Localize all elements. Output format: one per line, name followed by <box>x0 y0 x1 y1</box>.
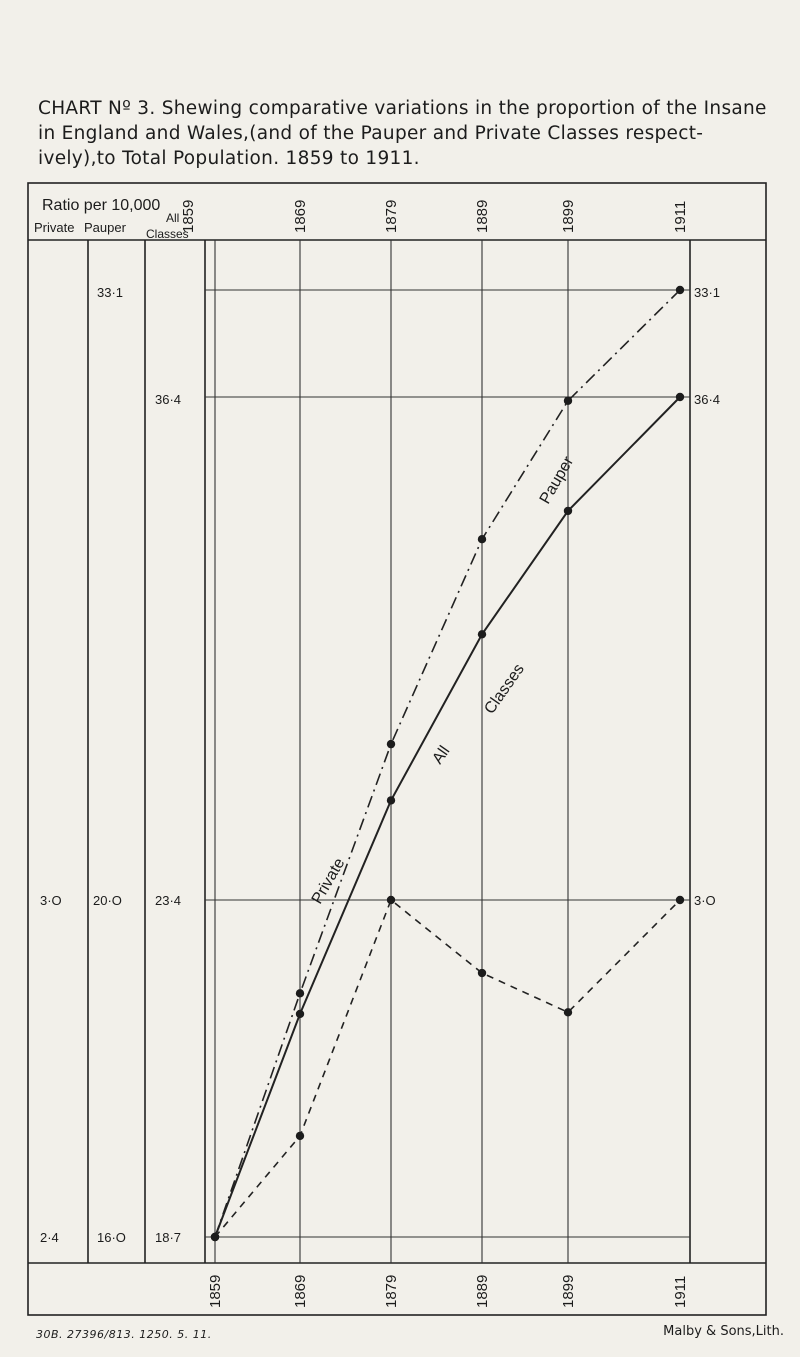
right-label-all: 36·4 <box>694 392 721 407</box>
year-label-bottom: 1879 <box>383 1274 400 1308</box>
data-point-all-classes <box>478 630 486 638</box>
year-label-top: 1911 <box>672 200 689 233</box>
year-label-top: 1889 <box>474 199 491 233</box>
private-tick-top: 3·O <box>40 893 62 908</box>
pauper-header-label: Pauper <box>84 220 126 235</box>
year-label-bottom: 1899 <box>560 1274 577 1308</box>
line-label-private: Private <box>308 855 349 907</box>
chart-frame <box>28 183 766 1315</box>
right-label-pauper: 33·1 <box>694 285 721 300</box>
pauper-tick-top: 33·1 <box>97 285 124 300</box>
data-point-all-classes <box>564 507 572 515</box>
tick-labels <box>40 285 720 1245</box>
private-tick-bottom: 2·4 <box>40 1230 59 1245</box>
line-label-pauper: Pauper <box>536 453 578 507</box>
right-label-private: 3·O <box>694 893 716 908</box>
year-label-top: 1879 <box>383 199 400 233</box>
data-point-all-classes <box>676 393 684 401</box>
year-label-bottom: 1869 <box>292 1274 309 1308</box>
line-labels <box>309 453 578 907</box>
all-classes-header-line1: All <box>166 211 180 225</box>
data-point-private <box>387 896 395 904</box>
line-label-all: All <box>429 742 454 768</box>
pauper-tick-mid: 20·O <box>93 893 122 908</box>
data-point-pauper <box>564 397 572 405</box>
ratio-label: Ratio per 10,000 <box>42 197 161 214</box>
data-point-pauper <box>676 286 684 294</box>
year-label-top: 1869 <box>292 199 309 233</box>
data-point-all-classes <box>387 796 395 804</box>
all-tick-top: 36·4 <box>155 392 182 407</box>
all-classes-header-line2: Classes <box>146 227 189 241</box>
data-point-all-classes <box>296 1010 304 1018</box>
printer-credit: Malby & Sons,Lith. <box>663 1324 784 1339</box>
chart-header <box>34 197 189 241</box>
data-point-pauper <box>296 989 304 997</box>
year-label-bottom: 1859 <box>207 1274 224 1308</box>
year-label-bottom: 1889 <box>474 1274 491 1308</box>
data-point-private <box>564 1008 572 1016</box>
series-layer <box>211 286 684 1241</box>
data-point-private <box>296 1132 304 1140</box>
pauper-tick-bottom: 16·O <box>97 1230 126 1245</box>
data-point-private <box>478 969 486 977</box>
series-line-pauper <box>215 290 680 1237</box>
year-label-bottom: 1911 <box>672 1275 689 1308</box>
series-line-private <box>215 900 680 1237</box>
print-code: 30B. 27396/813. 1250. 5. 11. <box>36 1328 212 1341</box>
private-header-label: Private <box>34 220 75 235</box>
year-label-top: 1859 <box>180 199 197 233</box>
all-tick-bottom: 18·7 <box>155 1230 182 1245</box>
line-label-classes: Classes <box>481 660 528 718</box>
year-label-top: 1899 <box>560 199 577 233</box>
data-point-private <box>676 896 684 904</box>
all-tick-mid: 23·4 <box>155 893 182 908</box>
chart-title: CHART Nº 3. Shewing comparative variations in the proportion of the Insane in England and Wales,(and of the Pauper and Private Classes respect- ively),to Total Population. 1859 to 1911. <box>38 98 767 169</box>
data-point-pauper <box>478 535 486 543</box>
data-point-private <box>211 1233 219 1241</box>
series-line-all-classes <box>215 397 680 1237</box>
data-point-pauper <box>387 740 395 748</box>
